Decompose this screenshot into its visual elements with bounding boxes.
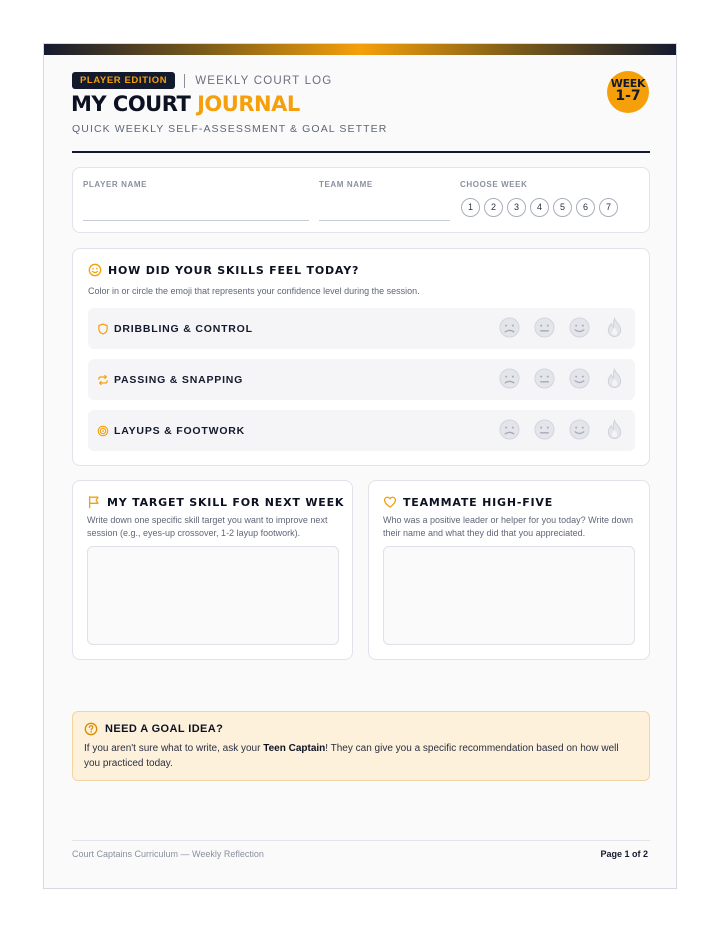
header-rule <box>72 151 650 153</box>
neutral-face-icon[interactable] <box>534 317 555 338</box>
skills-description: Color in or circle the emoji that represents your confidence level during the session. <box>88 286 420 296</box>
confidence-scale <box>499 419 625 440</box>
title-part-2: JOURNAL <box>197 92 300 116</box>
skill-label: LAYUPS & FOOTWORK <box>114 424 246 437</box>
target-title <box>87 495 344 509</box>
team-name-field[interactable] <box>319 220 450 221</box>
journal-page <box>43 43 677 889</box>
shield-icon <box>97 323 109 335</box>
page-title <box>71 92 300 116</box>
week-option-1[interactable]: 1 <box>461 198 480 217</box>
fire-icon[interactable] <box>604 368 625 389</box>
repeat-arrows-icon <box>97 374 109 386</box>
high-five-answer-box[interactable] <box>383 546 635 645</box>
neutral-face-icon[interactable] <box>534 368 555 389</box>
fire-icon[interactable] <box>604 317 625 338</box>
player-info-card <box>72 167 650 233</box>
idea-text <box>84 741 634 771</box>
week-option-3[interactable]: 3 <box>507 198 526 217</box>
confidence-scale <box>499 317 625 338</box>
skill-label: PASSING & SNAPPING <box>114 373 244 386</box>
fire-icon[interactable] <box>604 419 625 440</box>
week-selector <box>461 198 618 217</box>
week-option-7[interactable]: 7 <box>599 198 618 217</box>
idea-text-start: If you aren't sure what to write, ask your <box>84 743 264 754</box>
target-skill-card <box>72 480 353 660</box>
target-icon <box>97 425 109 437</box>
skill-label: DRIBBLING & CONTROL <box>114 322 253 335</box>
title-part-1: MY COURT <box>71 92 191 116</box>
skill-row-layups <box>88 410 635 451</box>
high-five-title-text: TEAMMATE HIGH-FIVE <box>403 495 554 509</box>
target-title-text: MY TARGET SKILL FOR NEXT WEEK <box>107 495 345 509</box>
confidence-scale <box>499 368 625 389</box>
top-gradient-bar <box>44 44 676 55</box>
page-subtitle: QUICK WEEKLY SELF-ASSESSMENT & GOAL SETTER <box>72 123 388 135</box>
idea-title-text: NEED A GOAL IDEA? <box>105 723 224 735</box>
player-name-field[interactable] <box>83 220 309 221</box>
target-description: Write down one specific skill target you want to improve next session (e.g., eyes-up crossover, 1-2 layup footwork). <box>87 515 328 538</box>
skill-row-dribbling <box>88 308 635 349</box>
choose-week-label: CHOOSE WEEK <box>460 180 528 189</box>
week-option-4[interactable]: 4 <box>530 198 549 217</box>
slight-smile-icon[interactable] <box>569 419 590 440</box>
target-answer-box[interactable] <box>87 546 339 645</box>
edition-badge: PLAYER EDITION <box>72 72 175 89</box>
footer-curriculum: Court Captains Curriculum — Weekly Reflection <box>72 849 264 859</box>
skill-row-passing <box>88 359 635 400</box>
team-name-label: TEAM NAME <box>319 180 373 189</box>
worried-face-icon[interactable] <box>499 317 520 338</box>
high-five-description: Who was a positive leader or helper for you today? Write down their name and what they did that you appreciated. <box>383 515 633 538</box>
skills-card <box>72 248 650 466</box>
goal-idea-callout <box>72 711 650 781</box>
worried-face-icon[interactable] <box>499 419 520 440</box>
teammate-high-five-card <box>368 480 650 660</box>
weekly-log-label: WEEKLY COURT LOG <box>195 74 333 87</box>
flag-icon <box>87 495 101 509</box>
week-option-2[interactable]: 2 <box>484 198 503 217</box>
idea-text-end: ! They can give you a specific recommendation based on how well you practiced today. <box>84 743 619 769</box>
week-option-5[interactable]: 5 <box>553 198 572 217</box>
player-name-label: PLAYER NAME <box>83 180 148 189</box>
heart-icon <box>383 495 397 509</box>
header-row <box>72 72 332 89</box>
week-badge-range: 1-7 <box>615 88 641 104</box>
header-divider <box>184 74 185 88</box>
skills-title <box>88 263 359 277</box>
smile-icon <box>88 263 102 277</box>
idea-text-highlight: Teen Captain <box>263 743 326 754</box>
week-badge <box>607 71 649 113</box>
neutral-face-icon[interactable] <box>534 419 555 440</box>
worried-face-icon[interactable] <box>499 368 520 389</box>
high-five-title <box>383 495 553 509</box>
slight-smile-icon[interactable] <box>569 368 590 389</box>
slight-smile-icon[interactable] <box>569 317 590 338</box>
week-badge-label: WEEK <box>610 77 646 90</box>
idea-title <box>84 722 223 736</box>
skills-title-text: HOW DID YOUR SKILLS FEEL TODAY? <box>108 263 360 277</box>
help-circle-icon <box>84 722 98 736</box>
footer-divider <box>72 840 650 841</box>
footer-page-number: Page 1 of 2 <box>600 849 648 859</box>
week-option-6[interactable]: 6 <box>576 198 595 217</box>
